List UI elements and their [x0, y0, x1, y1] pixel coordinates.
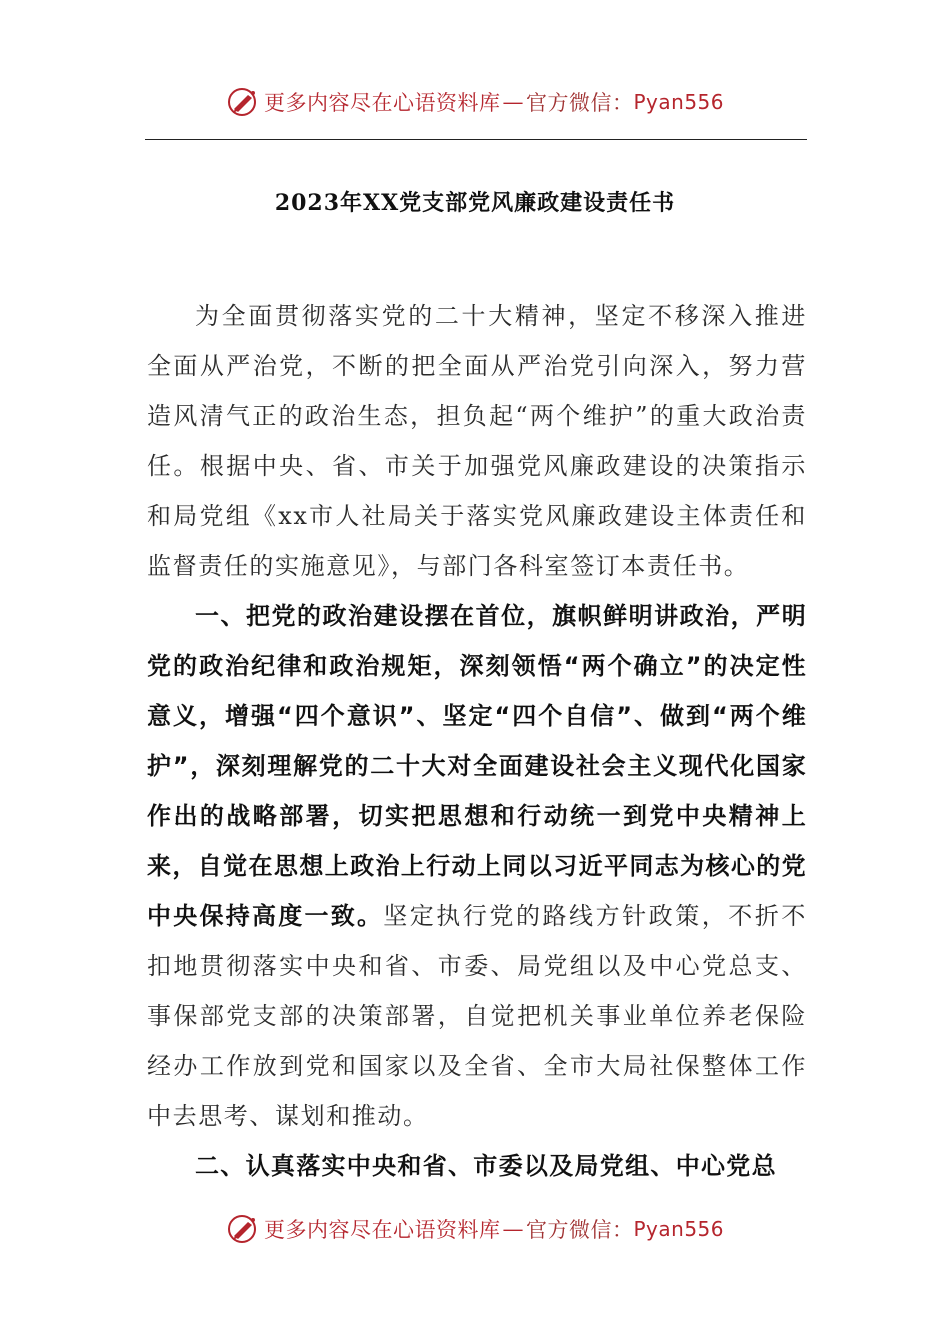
section-2-paragraph	[147, 1141, 807, 1191]
header-banner	[0, 82, 950, 122]
document-body	[147, 291, 807, 1191]
section-2-heading: 二、认真落实中央和省、市委以及局党组、中心党总	[195, 1152, 777, 1180]
footer-dash: —	[502, 1217, 524, 1241]
footer-wechat-id: Pyan556	[633, 1217, 724, 1241]
section-1-text: 坚定执行党的路线方针政策，不折不扣地贯彻落实中央和省、市委、局党组以及中心党总支、事保部党支部的决策部署，自觉把机关事业单位养老保险经办工作放到党和国家以及全省、全市大局社保整体工作中去思考、谋划和推动。	[147, 902, 807, 1130]
footer-banner	[0, 1209, 950, 1249]
banner-wechat-id: Pyan556	[633, 90, 724, 114]
pen-seal-logo-icon	[226, 1212, 260, 1246]
footer-wechat-label: 官方微信：	[525, 1218, 634, 1242]
section-1-paragraph	[147, 591, 807, 1141]
pen-seal-logo-icon	[226, 85, 260, 119]
banner-main-text: 更多内容尽在心语资料库	[263, 91, 501, 115]
footer-main-text: 更多内容尽在心语资料库	[263, 1218, 501, 1242]
header-divider	[145, 139, 807, 140]
section-1-heading: 一、把党的政治建设摆在首位，旗帜鲜明讲政治，严明党的政治纪律和政治规矩，深刻领悟“两个确立”的决定性意义，增强“四个意识”、坚定“四个自信”、做到“两个维护”，深刻理解党的二十大对全面建设社会主义现代化国家作出的战略部署，切实把思想和行动统一到党中央精神上来，自觉在思想上政治上行动上同以习近平同志为核心的党中央保持高度一致。	[147, 602, 807, 930]
banner-wechat-label: 官方微信：	[525, 91, 634, 115]
banner-dash: —	[502, 90, 524, 114]
document-title: 2023年XX党支部党风廉政建设责任书	[274, 190, 676, 216]
intro-paragraph: 为全面贯彻落实党的二十大精神，坚定不移深入推进全面从严治党，不断的把全面从严治党引向深入，努力营造风清气正的政治生态，担负起“两个维护”的重大政治责任。根据中央、省、市关于加强党风廉政建设的决策指示和局党组《xx市人社局关于落实党风廉政建设主体责任和监督责任的实施意见》，与部门各科室签订本责任书。	[147, 302, 807, 580]
